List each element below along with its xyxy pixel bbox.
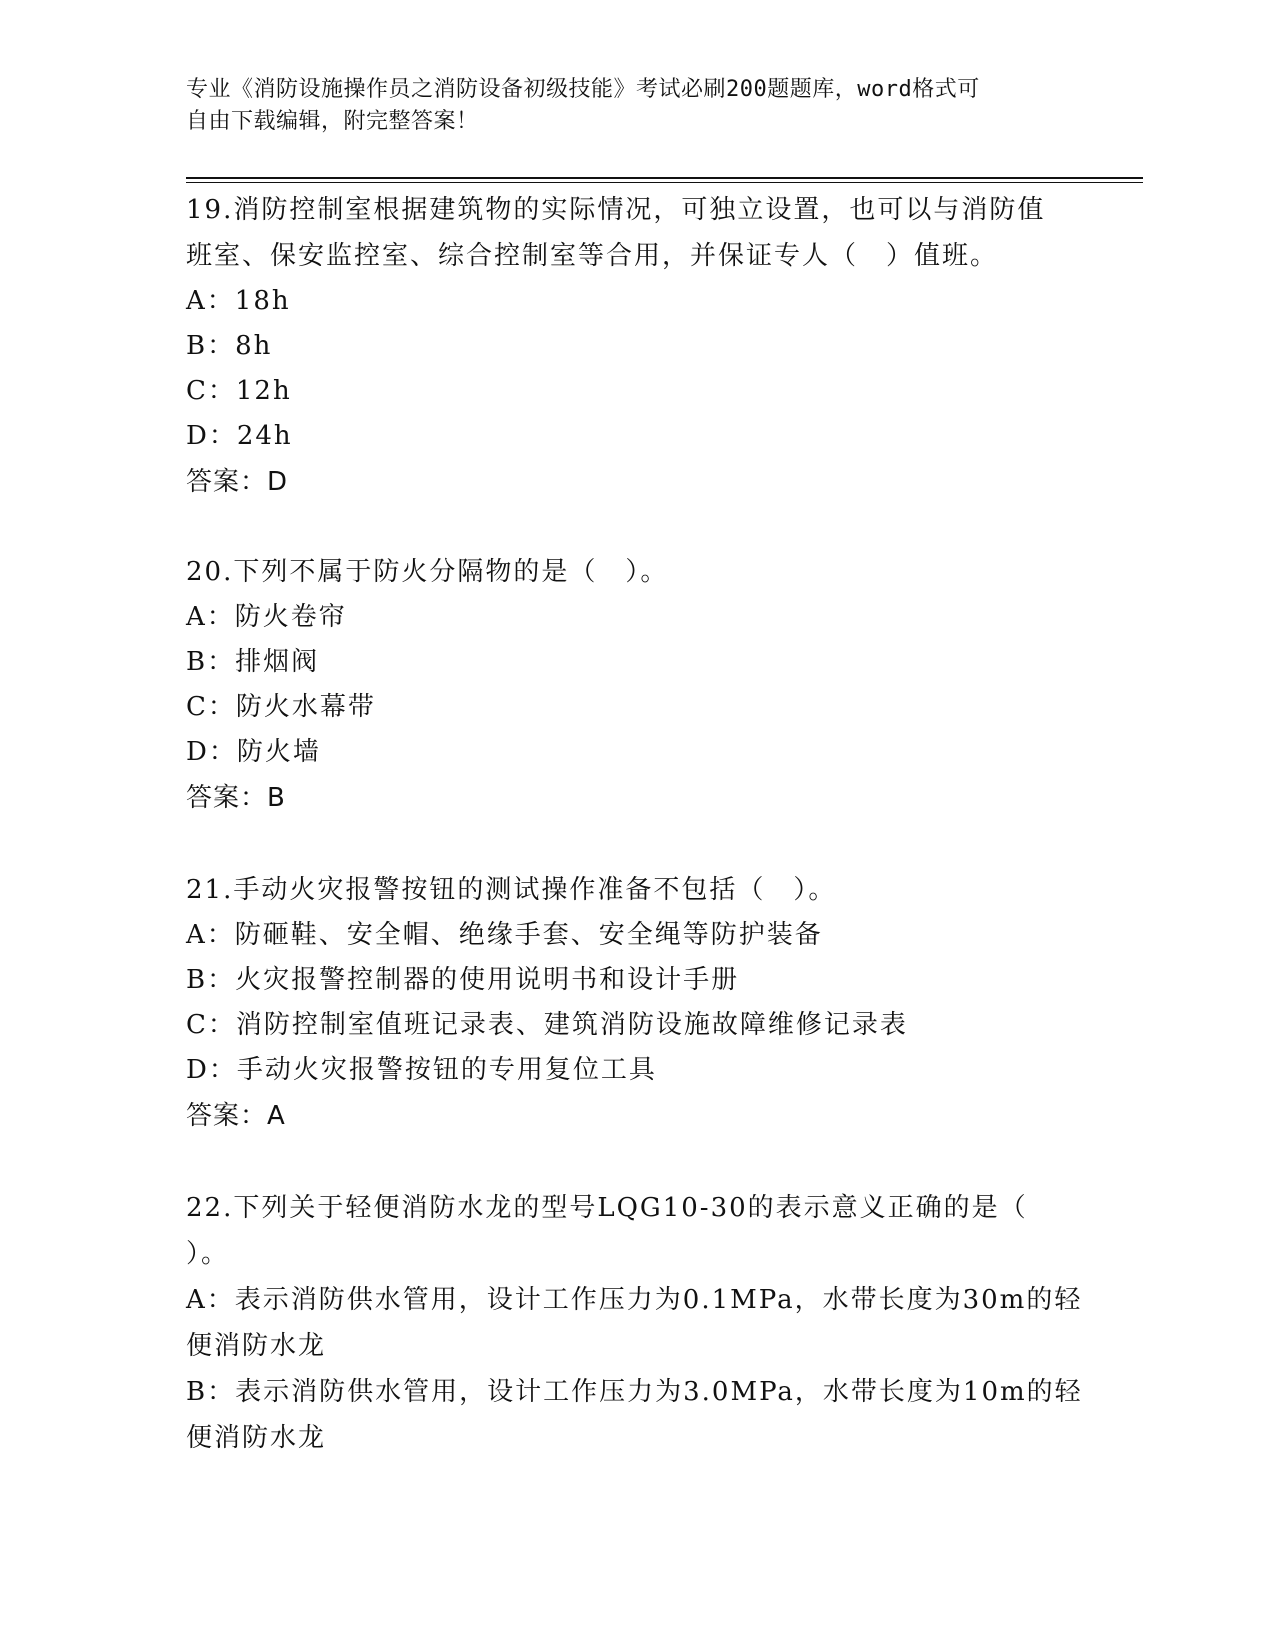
answer-line: 答案：B — [186, 783, 286, 813]
option-c: C：防火水幕带 — [186, 692, 376, 722]
option-b: B：8h — [186, 331, 273, 361]
option-a-continued: 便消防水龙 — [186, 1331, 327, 1361]
option-c: C：12h — [186, 376, 292, 406]
option-a: A：防砸鞋、安全帽、绝缘手套、安全绳等防护装备 — [186, 920, 823, 950]
header-divider-thin — [186, 182, 1143, 183]
option-b: B：排烟阀 — [186, 647, 320, 677]
answer-line: 答案：A — [186, 1101, 286, 1131]
option-a: A：防火卷帘 — [186, 602, 347, 632]
option-c: C：消防控制室值班记录表、建筑消防设施故障维修记录表 — [186, 1010, 908, 1040]
question-text: 20.下列不属于防火分隔物的是（ ）。 — [186, 557, 669, 587]
option-b: B：火灾报警控制器的使用说明书和设计手册 — [186, 965, 740, 995]
question-text-continued: 班室、保安监控室、综合控制室等合用，并保证专人（ ）值班。 — [186, 241, 999, 271]
question-text: 22.下列关于轻便消防水龙的型号LQG10-30的表示意义正确的是（ — [186, 1193, 1028, 1223]
question-text: 21.手动火灾报警按钮的测试操作准备不包括（ ）。 — [186, 875, 837, 905]
option-a: A：18h — [186, 286, 291, 316]
option-d: D：手动火灾报警按钮的专用复位工具 — [186, 1055, 657, 1085]
option-d: D：24h — [186, 421, 293, 451]
question-text: 19.消防控制室根据建筑物的实际情况，可独立设置，也可以与消防值 — [186, 195, 1046, 225]
header-divider — [186, 177, 1143, 179]
question-text-continued: ）。 — [186, 1239, 230, 1269]
option-d: D：防火墙 — [186, 737, 321, 767]
question-20 — [186, 549, 1086, 821]
option-b: B：表示消防供水管用，设计工作压力为3.0MPa，水带长度为10m的轻 — [186, 1377, 1083, 1407]
option-b-continued: 便消防水龙 — [186, 1423, 327, 1453]
question-22 — [186, 1185, 1086, 1461]
header-line-1: 专业《消防设施操作员之消防设备初级技能》考试必刷200题题库，word格式可 — [186, 77, 980, 102]
header-line-2: 自由下载编辑，附完整答案！ — [186, 109, 479, 134]
document-header — [186, 74, 1086, 138]
question-19 — [186, 187, 1086, 505]
question-21 — [186, 867, 1086, 1139]
option-a: A：表示消防供水管用，设计工作压力为0.1MPa，水带长度为30m的轻 — [186, 1285, 1083, 1315]
answer-line: 答案：D — [186, 467, 289, 497]
